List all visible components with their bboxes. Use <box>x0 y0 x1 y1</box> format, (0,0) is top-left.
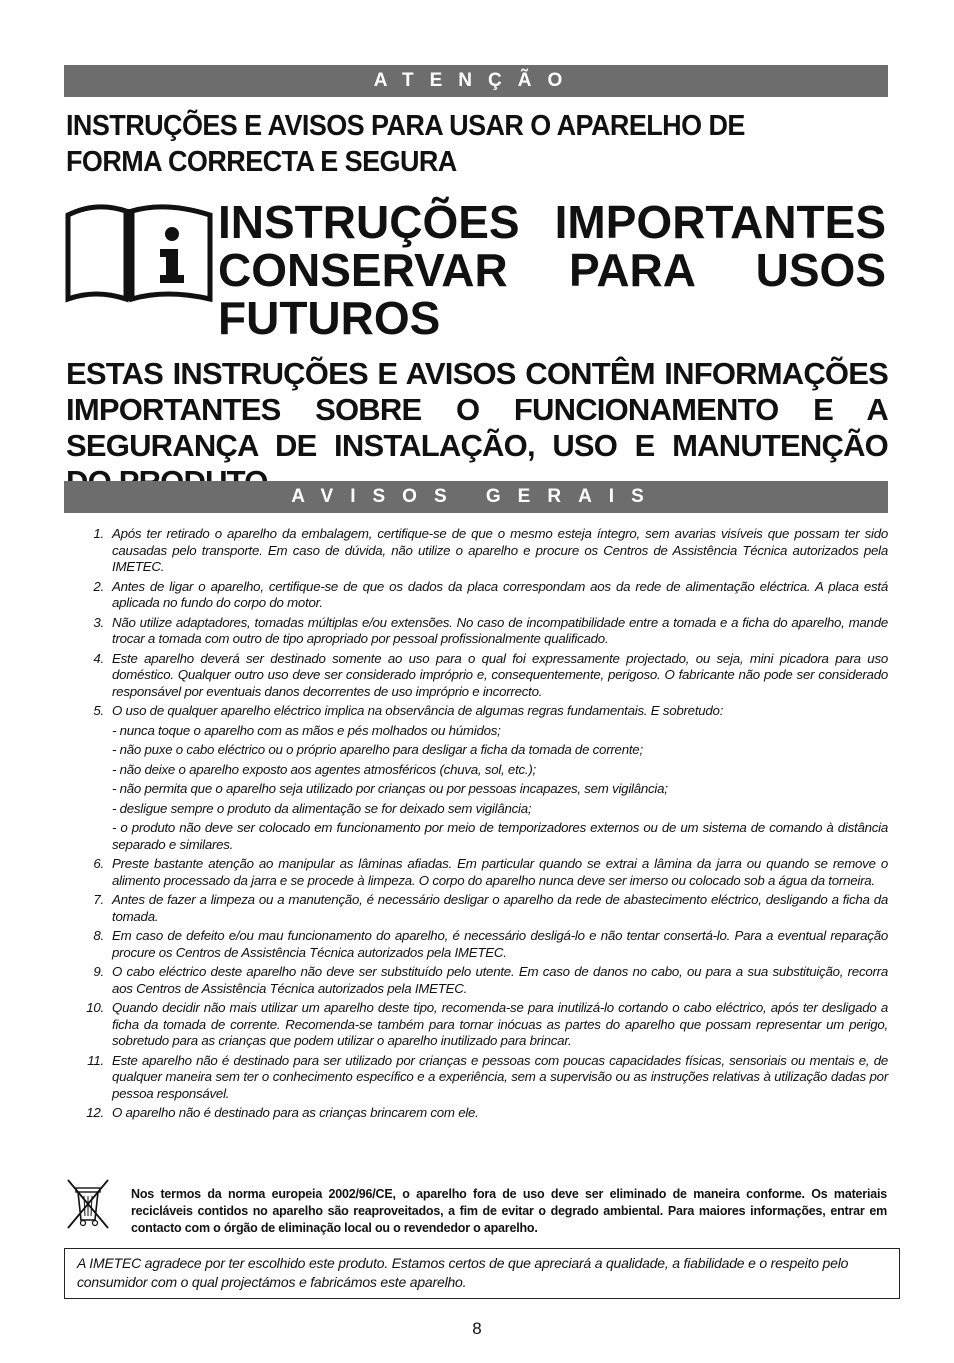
info-book-icon <box>64 199 214 303</box>
rule-item: - desligue sempre o produto da alimentação se for deixado sem vigilância; <box>112 800 532 816</box>
list-item: 4. Este aparelho deverá ser destinado somente ao uso para o qual foi expressamente projectado, ou seja, mini picadora para uso doméstico. Qualquer outro uso deve ser considerado impróprio e, consequentemente, perigoso. O fabricante não pode ser considerado responsável por eventuais danos decorrentes de uso impróprio e incorrecto. <box>93 650 888 699</box>
rule-item: - não deixe o aparelho exposto aos agentes atmosféricos (chuva, sol, etc.); <box>112 761 536 777</box>
list-item: 10. Quando decidir não mais utilizar um aparelho deste tipo, recomenda-se para inutilizá-lo cortando o cabo eléctrico, após ter desligado a ficha da tomada de corrente. Recomenda-se também para tornar inócuas as partes do aparelho que possam representar um perigo, sobretudo para as crianças que podem utilizar o aparelho inutilizado para brincar. <box>86 1000 888 1048</box>
warnings-list <box>78 526 888 1125</box>
list-item: 1. Após ter retirado o aparelho da embalagem, certifique-se de que o mesmo esteja íntegro, sem avarias visíveis que possam ter sido causadas pelo transporte. Em caso de dúvida, não utilize o aparelho e procure os Centros de Assistência Técnica autorizados pela IMETEC. <box>93 526 888 574</box>
list-item: 3. Não utilize adaptadores, tomadas múltiplas e/ou extensões. No caso de incompatibilidade entre a tomada e a ficha do aparelho, mande trocar a tomada com outro de tipo apropriado por pessoal profissionalmente qualificado. <box>93 614 888 646</box>
attention-banner: ATENÇÃO <box>64 65 888 97</box>
important-heading: INSTRUÇÕES IMPORTANTES CONSERVAR PARA USOS FUTUROS <box>218 196 886 344</box>
list-item: 9. O cabo eléctrico deste aparelho não deve ser substituído pelo utente. Em caso de danos no cabo, ou para a sua substituição, recorra aos Centros de Assistência Técnica autorizados pela IMETEC. <box>93 964 888 996</box>
list-item: 8. Em caso de defeito e/ou mau funcionamento do aparelho, é necessário desligá-lo e não tentar consertá-lo. Para a eventual reparação procure os Centros de Assistência Técnica autorizados pela IMETEC. <box>93 928 888 960</box>
page-number: 8 <box>472 1319 482 1338</box>
main-heading: INSTRUÇÕES E AVISOS PARA USAR O APARELHO DE FORMA CORRECTA E SEGURA <box>66 110 745 178</box>
list-item: 2. Antes de ligar o aparelho, certifique-se de que os dados da placa correspondam aos da rede de alimentação eléctrica. A placa está aplicada no fundo do corpo do motor. <box>93 578 888 610</box>
rule-item: - nunca toque o aparelho com as mãos e pés molhados ou húmidos; <box>112 722 501 738</box>
rule-item: - não puxe o cabo eléctrico ou o próprio aparelho para desligar a ficha da tomada de corrente; <box>112 742 643 757</box>
list-item: 6. Preste bastante atenção ao manipular as lâminas afiadas. Em particular quando se extrai a lâmina da jarra ou quando se remove o alimento processado da jarra e se procede à limpeza. O corpo do aparelho nunca deve ser imerso ou colocado sob a água da torneira. <box>93 856 888 888</box>
rule-item: - não permita que o aparelho seja utilizado por crianças ou por pessoas incapazes, sem vigilância; <box>112 781 668 796</box>
general-warnings-banner: AVISOS GERAIS <box>64 481 888 513</box>
sub-heading: ESTAS INSTRUÇÕES E AVISOS CONTÊM INFORMAÇÕES IMPORTANTES SOBRE O FUNCIONAMENTO E A SEGURANÇA DE INSTALAÇÃO, USO E MANUTENÇÃO <box>66 356 888 463</box>
list-item: 7. Antes de fazer a limpeza ou a manutenção, é necessário desligar o aparelho da rede de abastecimento eléctrico, desligando a ficha da tomada. <box>93 892 888 924</box>
list-item: 11. Este aparelho não é destinado para ser utilizado por crianças e pessoas com poucas capacidades físicas, sensoriais ou mentais e, de qualquer maneira sem ter o conhecimento específico e a experiência, sem a supervisão ou as instruções relativas à utilização dadas por pessoa responsável. <box>87 1052 888 1101</box>
disposal-notice: Nos termos da norma europeia 2002/96/CE, o aparelho fora de uso deve ser eliminado de maneira conforme. Os materiais recicláveis contidos no aparelho são reaproveitados, a fim de evitar o degrado ambiental. Para maiores informações, entrar em contacto com o órgão de eliminação local ou o revendedor o aparelho. <box>131 1187 887 1235</box>
list-item: 12. O aparelho não é destinado para as crianças brincarem com ele. <box>86 1105 479 1120</box>
list-item: 5. O uso de qualquer aparelho eléctrico implica na observância de algumas regras fundamentais. E sobretudo: - nunca toque o aparelho com as mãos e pés molhados ou húmidos; - não puxe o cabo eléctrico ou o próprio aparelho para desligar a ficha da tomada de corrente; - não deixe o aparelho exposto aos agentes atmosféricos (chuva, sol, etc.); - não permita que o aparelho seja utilizado por crianças ou por pessoas incapazes, sem vigilância; - desligue sempre o produto da alimentação se for deixado sem vigilância; - o produto não deve ser colocado em funcionamento por meio de temporizadores externos ou de um sistema de comando à distância separado e similares. <box>93 703 888 852</box>
rule-item: - o produto não deve ser colocado em funcionamento por meio de temporizadores externos ou de um sistema de comando à distância separado e similares. <box>112 820 888 852</box>
crossed-out-bin-icon <box>64 1176 114 1232</box>
thanks-box: A IMETEC agradece por ter escolhido este produto. Estamos certos de que apreciará a qualidade, a fiabilidade e o respeito pelo consumidor com o qual projectámos e fabricámos este aparelho. <box>64 1248 900 1299</box>
